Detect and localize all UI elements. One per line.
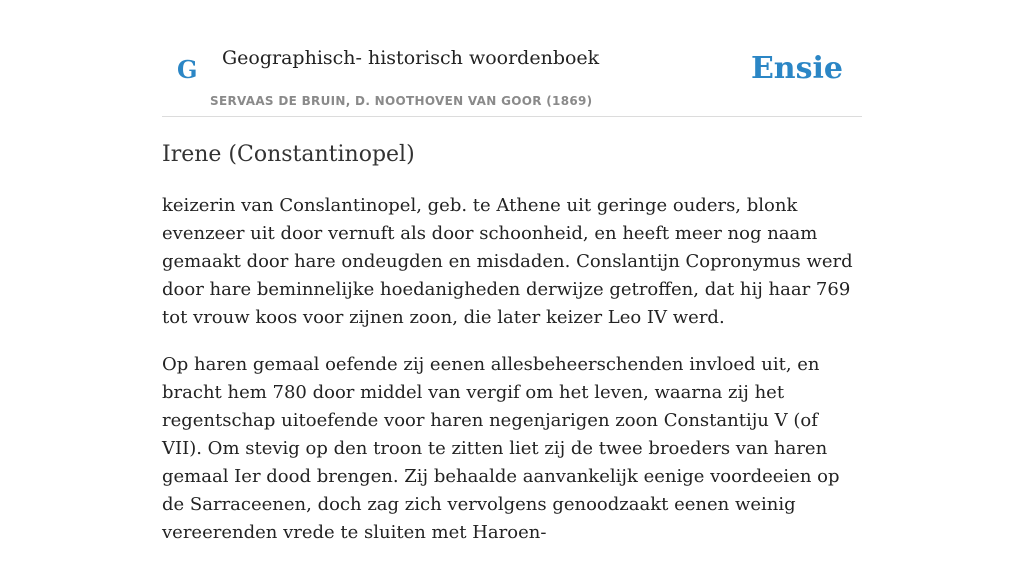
book-logo-icon[interactable]: G — [177, 55, 198, 84]
book-author: SERVAAS DE BRUIN, D. NOOTHOVEN VAN GOOR (1869) — [210, 94, 593, 108]
entry-title: Irene (Constantinopel) — [162, 142, 415, 167]
ensie-logo[interactable]: Ensie — [750, 51, 843, 86]
entry-content — [162, 192, 862, 566]
book-title-link[interactable]: Geographisch- historisch woordenboek — [222, 47, 600, 69]
book-header — [162, 0, 862, 117]
entry-paragraph: keizerin van Conslantinopel, geb. te Athene uit geringe ouders, blonk evenzeer uit door vernuft als door schoonheid, en heeft meer nog naam gemaakt door hare ondeugden en misdaden. Conslantijn Copronymus werd door hare beminnelijke hoedanigheden derwijze getroffen, dat hij haar 769 tot vrouw koos voor zijnen zoon, die later keizer Leo IV werd. — [162, 195, 853, 328]
entry-paragraph: Op haren gemaal oefende zij eenen allesbeheerschenden invloed uit, en bracht hem 780 door middel van vergif om het leven, waarna zij het regentschap uitoefende voor haren negenjarigen zoon Constantiju V (of VII). Om stevig op den troon te zitten liet zij de twee broeders van haren gemaal Ier dood brengen. Zij behaalde aanvankelijk eenige voordeeien op de Sarraceenen, doch zag zich vervolgens genoodzaakt eenen weinig vereerenden vrede te sluiten met Haroen- — [162, 354, 840, 543]
